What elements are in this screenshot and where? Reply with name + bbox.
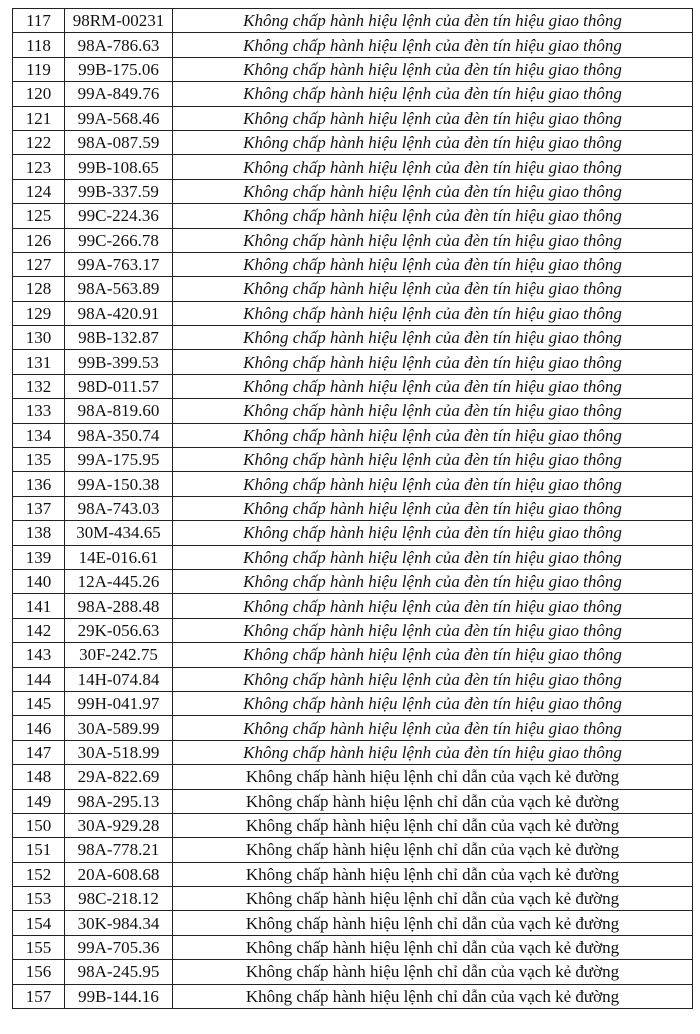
license-plate-cell: 99C-224.36: [65, 204, 173, 228]
row-number-cell: 155: [13, 935, 65, 959]
violation-description-cell: Không chấp hành hiệu lệnh của đèn tín hiệu giao thông: [173, 57, 693, 81]
table-row: [13, 765, 693, 789]
table-row: [13, 9, 693, 33]
row-number-cell: 126: [13, 228, 65, 252]
table-row: [13, 228, 693, 252]
violation-description-cell: Không chấp hành hiệu lệnh chỉ dẫn của vạch kẻ đường: [173, 838, 693, 862]
row-number-cell: 157: [13, 984, 65, 1008]
license-plate-cell: 98A-743.03: [65, 496, 173, 520]
violation-description-cell: Không chấp hành hiệu lệnh của đèn tín hiệu giao thông: [173, 252, 693, 276]
license-plate-cell: 99B-175.06: [65, 57, 173, 81]
license-plate-cell: 98RM-00231: [65, 9, 173, 33]
row-number-cell: 123: [13, 155, 65, 179]
row-number-cell: 152: [13, 862, 65, 886]
violation-description-cell: Không chấp hành hiệu lệnh chỉ dẫn của vạch kẻ đường: [173, 789, 693, 813]
violation-description-cell: Không chấp hành hiệu lệnh của đèn tín hiệu giao thông: [173, 155, 693, 179]
row-number-cell: 148: [13, 765, 65, 789]
row-number-cell: 118: [13, 33, 65, 57]
table-row: [13, 374, 693, 398]
table-row: [13, 911, 693, 935]
violation-description-cell: Không chấp hành hiệu lệnh của đèn tín hiệu giao thông: [173, 496, 693, 520]
table-row: [13, 82, 693, 106]
table-row: [13, 789, 693, 813]
license-plate-cell: 98B-132.87: [65, 326, 173, 350]
table-row: [13, 448, 693, 472]
violation-description-cell: Không chấp hành hiệu lệnh của đèn tín hiệu giao thông: [173, 740, 693, 764]
violation-description-cell: Không chấp hành hiệu lệnh của đèn tín hiệu giao thông: [173, 594, 693, 618]
license-plate-cell: 99A-568.46: [65, 106, 173, 130]
license-plate-cell: 99A-849.76: [65, 82, 173, 106]
violation-description-cell: Không chấp hành hiệu lệnh chỉ dẫn của vạch kẻ đường: [173, 813, 693, 837]
violation-description-cell: Không chấp hành hiệu lệnh của đèn tín hiệu giao thông: [173, 374, 693, 398]
violation-description-cell: Không chấp hành hiệu lệnh của đèn tín hiệu giao thông: [173, 643, 693, 667]
table-row: [13, 130, 693, 154]
violation-description-cell: Không chấp hành hiệu lệnh của đèn tín hiệu giao thông: [173, 545, 693, 569]
license-plate-cell: 14H-074.84: [65, 667, 173, 691]
violation-description-cell: Không chấp hành hiệu lệnh chỉ dẫn của vạch kẻ đường: [173, 984, 693, 1008]
violation-description-cell: Không chấp hành hiệu lệnh của đèn tín hiệu giao thông: [173, 301, 693, 325]
row-number-cell: 128: [13, 277, 65, 301]
license-plate-cell: 12A-445.26: [65, 569, 173, 593]
table-row: [13, 496, 693, 520]
table-row: [13, 204, 693, 228]
violation-description-cell: Không chấp hành hiệu lệnh của đèn tín hiệu giao thông: [173, 130, 693, 154]
violation-description-cell: Không chấp hành hiệu lệnh chỉ dẫn của vạch kẻ đường: [173, 935, 693, 959]
table-row: [13, 813, 693, 837]
table-row: [13, 984, 693, 1008]
row-number-cell: 150: [13, 813, 65, 837]
violation-description-cell: Không chấp hành hiệu lệnh chỉ dẫn của vạch kẻ đường: [173, 887, 693, 911]
table-row: [13, 33, 693, 57]
violation-description-cell: Không chấp hành hiệu lệnh của đèn tín hiệu giao thông: [173, 667, 693, 691]
table-row: [13, 423, 693, 447]
row-number-cell: 120: [13, 82, 65, 106]
license-plate-cell: 98A-245.95: [65, 960, 173, 984]
row-number-cell: 134: [13, 423, 65, 447]
violation-description-cell: Không chấp hành hiệu lệnh của đèn tín hiệu giao thông: [173, 521, 693, 545]
table-row: [13, 472, 693, 496]
row-number-cell: 154: [13, 911, 65, 935]
license-plate-cell: 99A-763.17: [65, 252, 173, 276]
table-row: [13, 643, 693, 667]
table-row: [13, 618, 693, 642]
violation-description-cell: Không chấp hành hiệu lệnh của đèn tín hiệu giao thông: [173, 228, 693, 252]
violation-description-cell: Không chấp hành hiệu lệnh của đèn tín hiệu giao thông: [173, 326, 693, 350]
row-number-cell: 140: [13, 569, 65, 593]
table-row: [13, 740, 693, 764]
row-number-cell: 130: [13, 326, 65, 350]
row-number-cell: 129: [13, 301, 65, 325]
row-number-cell: 121: [13, 106, 65, 130]
row-number-cell: 147: [13, 740, 65, 764]
license-plate-cell: 30K-984.34: [65, 911, 173, 935]
table-row: [13, 252, 693, 276]
table-row: [13, 569, 693, 593]
violations-table: [12, 8, 693, 1009]
table-row: [13, 594, 693, 618]
row-number-cell: 131: [13, 350, 65, 374]
violations-table-body: [13, 9, 693, 1009]
license-plate-cell: 98A-420.91: [65, 301, 173, 325]
license-plate-cell: 99H-041.97: [65, 691, 173, 715]
row-number-cell: 117: [13, 9, 65, 33]
table-row: [13, 57, 693, 81]
row-number-cell: 137: [13, 496, 65, 520]
license-plate-cell: 30M-434.65: [65, 521, 173, 545]
table-row: [13, 545, 693, 569]
violation-description-cell: Không chấp hành hiệu lệnh của đèn tín hiệu giao thông: [173, 33, 693, 57]
table-row: [13, 521, 693, 545]
license-plate-cell: 29K-056.63: [65, 618, 173, 642]
row-number-cell: 149: [13, 789, 65, 813]
violation-description-cell: Không chấp hành hiệu lệnh của đèn tín hiệu giao thông: [173, 82, 693, 106]
violation-description-cell: Không chấp hành hiệu lệnh của đèn tín hiệu giao thông: [173, 618, 693, 642]
violation-description-cell: Không chấp hành hiệu lệnh chỉ dẫn của vạch kẻ đường: [173, 911, 693, 935]
license-plate-cell: 20A-608.68: [65, 862, 173, 886]
license-plate-cell: 98A-288.48: [65, 594, 173, 618]
license-plate-cell: 98C-218.12: [65, 887, 173, 911]
table-row: [13, 887, 693, 911]
table-row: [13, 155, 693, 179]
row-number-cell: 145: [13, 691, 65, 715]
row-number-cell: 136: [13, 472, 65, 496]
table-row: [13, 691, 693, 715]
violation-description-cell: Không chấp hành hiệu lệnh của đèn tín hiệu giao thông: [173, 399, 693, 423]
violation-description-cell: Không chấp hành hiệu lệnh của đèn tín hiệu giao thông: [173, 277, 693, 301]
license-plate-cell: 29A-822.69: [65, 765, 173, 789]
violation-description-cell: Không chấp hành hiệu lệnh của đèn tín hiệu giao thông: [173, 691, 693, 715]
license-plate-cell: 98A-778.21: [65, 838, 173, 862]
license-plate-cell: 14E-016.61: [65, 545, 173, 569]
row-number-cell: 133: [13, 399, 65, 423]
license-plate-cell: 99A-705.36: [65, 935, 173, 959]
row-number-cell: 122: [13, 130, 65, 154]
violation-description-cell: Không chấp hành hiệu lệnh của đèn tín hiệu giao thông: [173, 179, 693, 203]
row-number-cell: 153: [13, 887, 65, 911]
row-number-cell: 139: [13, 545, 65, 569]
row-number-cell: 151: [13, 838, 65, 862]
violation-description-cell: Không chấp hành hiệu lệnh của đèn tín hiệu giao thông: [173, 9, 693, 33]
license-plate-cell: 99A-175.95: [65, 448, 173, 472]
license-plate-cell: 98A-087.59: [65, 130, 173, 154]
license-plate-cell: 99C-266.78: [65, 228, 173, 252]
row-number-cell: 146: [13, 716, 65, 740]
row-number-cell: 144: [13, 667, 65, 691]
license-plate-cell: 99B-144.16: [65, 984, 173, 1008]
license-plate-cell: 98D-011.57: [65, 374, 173, 398]
violation-description-cell: Không chấp hành hiệu lệnh của đèn tín hiệu giao thông: [173, 716, 693, 740]
row-number-cell: 132: [13, 374, 65, 398]
row-number-cell: 156: [13, 960, 65, 984]
row-number-cell: 124: [13, 179, 65, 203]
license-plate-cell: 99B-337.59: [65, 179, 173, 203]
row-number-cell: 141: [13, 594, 65, 618]
violation-description-cell: Không chấp hành hiệu lệnh chỉ dẫn của vạch kẻ đường: [173, 960, 693, 984]
license-plate-cell: 99B-399.53: [65, 350, 173, 374]
violation-description-cell: Không chấp hành hiệu lệnh chỉ dẫn của vạch kẻ đường: [173, 765, 693, 789]
license-plate-cell: 99B-108.65: [65, 155, 173, 179]
license-plate-cell: 98A-563.89: [65, 277, 173, 301]
violation-description-cell: Không chấp hành hiệu lệnh của đèn tín hiệu giao thông: [173, 350, 693, 374]
row-number-cell: 125: [13, 204, 65, 228]
table-row: [13, 350, 693, 374]
row-number-cell: 142: [13, 618, 65, 642]
license-plate-cell: 30F-242.75: [65, 643, 173, 667]
license-plate-cell: 98A-786.63: [65, 33, 173, 57]
violation-description-cell: Không chấp hành hiệu lệnh của đèn tín hiệu giao thông: [173, 204, 693, 228]
license-plate-cell: 98A-819.60: [65, 399, 173, 423]
table-row: [13, 960, 693, 984]
row-number-cell: 127: [13, 252, 65, 276]
row-number-cell: 135: [13, 448, 65, 472]
violation-description-cell: Không chấp hành hiệu lệnh của đèn tín hiệu giao thông: [173, 106, 693, 130]
license-plate-cell: 99A-150.38: [65, 472, 173, 496]
violation-description-cell: Không chấp hành hiệu lệnh của đèn tín hiệu giao thông: [173, 472, 693, 496]
table-row: [13, 106, 693, 130]
table-row: [13, 399, 693, 423]
row-number-cell: 143: [13, 643, 65, 667]
violation-description-cell: Không chấp hành hiệu lệnh của đèn tín hiệu giao thông: [173, 423, 693, 447]
table-row: [13, 716, 693, 740]
table-row: [13, 326, 693, 350]
violation-description-cell: Không chấp hành hiệu lệnh của đèn tín hiệu giao thông: [173, 569, 693, 593]
license-plate-cell: 98A-295.13: [65, 789, 173, 813]
table-row: [13, 667, 693, 691]
license-plate-cell: 30A-518.99: [65, 740, 173, 764]
table-row: [13, 301, 693, 325]
license-plate-cell: 30A-929.28: [65, 813, 173, 837]
table-row: [13, 862, 693, 886]
table-row: [13, 277, 693, 301]
table-row: [13, 179, 693, 203]
table-row: [13, 935, 693, 959]
row-number-cell: 138: [13, 521, 65, 545]
license-plate-cell: 98A-350.74: [65, 423, 173, 447]
license-plate-cell: 30A-589.99: [65, 716, 173, 740]
table-row: [13, 838, 693, 862]
violation-description-cell: Không chấp hành hiệu lệnh của đèn tín hiệu giao thông: [173, 448, 693, 472]
violation-description-cell: Không chấp hành hiệu lệnh chỉ dẫn của vạch kẻ đường: [173, 862, 693, 886]
row-number-cell: 119: [13, 57, 65, 81]
